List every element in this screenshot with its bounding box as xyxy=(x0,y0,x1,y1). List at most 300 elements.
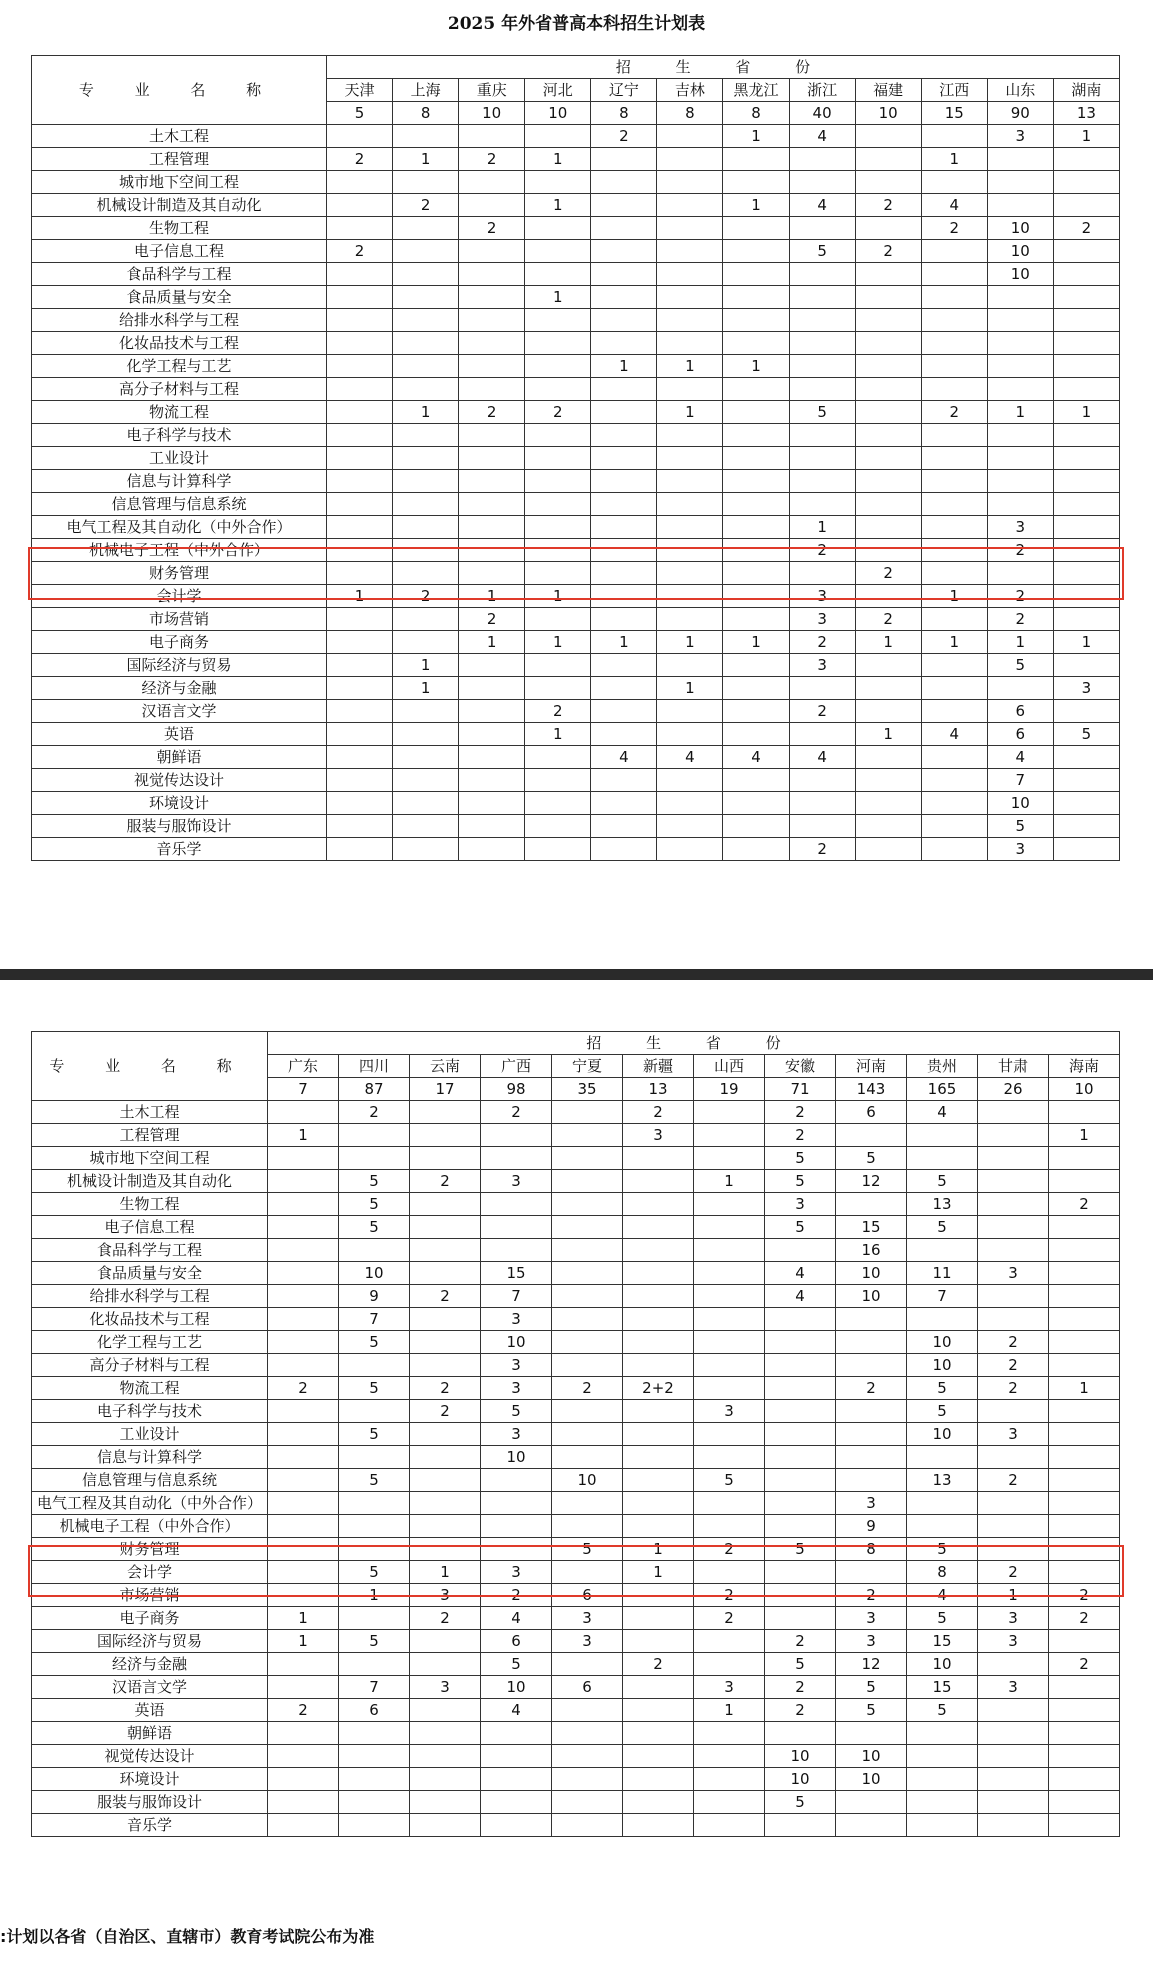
province-name: 江西 xyxy=(921,79,987,102)
major-name: 生物工程 xyxy=(32,1193,268,1216)
quota-cell: 3 xyxy=(1053,677,1119,700)
quota-cell: 5 xyxy=(789,401,855,424)
province-name: 河北 xyxy=(525,79,591,102)
table-row xyxy=(32,1423,1120,1446)
major-name: 生物工程 xyxy=(32,217,327,240)
quota-cell xyxy=(327,723,393,746)
major-name: 信息与计算科学 xyxy=(32,1446,268,1469)
quota-cell xyxy=(1053,194,1119,217)
quota-cell xyxy=(1049,1239,1120,1262)
quota-cell: 1 xyxy=(410,1561,481,1584)
quota-cell xyxy=(1049,1768,1120,1791)
quota-cell xyxy=(481,1722,552,1745)
quota-cell: 5 xyxy=(907,1699,978,1722)
quota-cell: 1 xyxy=(1053,125,1119,148)
quota-cell xyxy=(459,125,525,148)
province-name: 安徽 xyxy=(765,1055,836,1078)
quota-cell xyxy=(410,1124,481,1147)
quota-cell xyxy=(623,1745,694,1768)
quota-cell xyxy=(623,1147,694,1170)
quota-cell xyxy=(987,332,1053,355)
quota-cell: 15 xyxy=(481,1262,552,1285)
quota-cell xyxy=(789,148,855,171)
quota-cell xyxy=(552,1653,623,1676)
quota-cell xyxy=(978,1308,1049,1331)
quota-cell xyxy=(410,1768,481,1791)
quota-cell xyxy=(481,1814,552,1837)
quota-cell xyxy=(765,1607,836,1630)
quota-cell xyxy=(459,470,525,493)
quota-cell xyxy=(525,240,591,263)
quota-cell xyxy=(459,700,525,723)
major-name: 工业设计 xyxy=(32,447,327,470)
quota-cell xyxy=(657,148,723,171)
major-name: 工程管理 xyxy=(32,148,327,171)
quota-cell: 2 xyxy=(789,631,855,654)
quota-cell: 2 xyxy=(694,1584,765,1607)
quota-cell: 1 xyxy=(459,631,525,654)
quota-cell xyxy=(723,217,789,240)
quota-cell xyxy=(1053,470,1119,493)
quota-cell xyxy=(723,401,789,424)
province-name: 山东 xyxy=(987,79,1053,102)
quota-cell xyxy=(836,1722,907,1745)
quota-cell xyxy=(410,1538,481,1561)
quota-cell xyxy=(694,1492,765,1515)
quota-cell: 10 xyxy=(987,792,1053,815)
province-total: 165 xyxy=(907,1078,978,1101)
quota-cell xyxy=(552,1561,623,1584)
quota-cell xyxy=(765,1354,836,1377)
table-row xyxy=(32,1630,1120,1653)
quota-cell xyxy=(327,815,393,838)
table-row xyxy=(32,148,1120,171)
quota-cell: 2 xyxy=(268,1377,339,1400)
quota-cell xyxy=(552,1768,623,1791)
quota-cell xyxy=(657,539,723,562)
province-name: 新疆 xyxy=(623,1055,694,1078)
quota-cell xyxy=(723,286,789,309)
quota-cell xyxy=(978,1400,1049,1423)
quota-cell xyxy=(268,1354,339,1377)
quota-cell xyxy=(410,1423,481,1446)
quota-cell xyxy=(855,516,921,539)
quota-cell xyxy=(268,1515,339,1538)
quota-cell xyxy=(268,1239,339,1262)
quota-cell: 15 xyxy=(907,1676,978,1699)
quota-cell xyxy=(339,1124,410,1147)
quota-cell xyxy=(393,470,459,493)
quota-cell xyxy=(459,654,525,677)
major-name: 物流工程 xyxy=(32,1377,268,1400)
quota-cell xyxy=(327,355,393,378)
quota-cell xyxy=(765,1722,836,1745)
quota-cell xyxy=(591,378,657,401)
quota-cell xyxy=(591,194,657,217)
quota-cell xyxy=(694,1354,765,1377)
table-row xyxy=(32,493,1120,516)
quota-cell: 10 xyxy=(552,1469,623,1492)
quota-cell xyxy=(978,1699,1049,1722)
quota-cell xyxy=(987,194,1053,217)
quota-cell xyxy=(1053,585,1119,608)
table-row xyxy=(32,631,1120,654)
province-name: 宁夏 xyxy=(552,1055,623,1078)
quota-cell xyxy=(1053,493,1119,516)
quota-cell xyxy=(921,677,987,700)
quota-cell: 12 xyxy=(836,1170,907,1193)
table-row xyxy=(32,585,1120,608)
quota-cell xyxy=(921,378,987,401)
quota-cell xyxy=(836,1446,907,1469)
quota-cell xyxy=(552,1699,623,1722)
quota-cell xyxy=(657,194,723,217)
quota-cell: 3 xyxy=(481,1170,552,1193)
quota-cell xyxy=(623,1515,694,1538)
table-row xyxy=(32,700,1120,723)
quota-cell: 5 xyxy=(481,1400,552,1423)
enrollment-table-2 xyxy=(31,1031,1120,1837)
quota-cell xyxy=(723,263,789,286)
quota-cell xyxy=(657,125,723,148)
quota-cell: 5 xyxy=(907,1607,978,1630)
quota-cell xyxy=(552,1147,623,1170)
quota-cell xyxy=(393,355,459,378)
quota-cell: 3 xyxy=(978,1262,1049,1285)
quota-cell xyxy=(789,378,855,401)
quota-cell xyxy=(623,1285,694,1308)
quota-cell xyxy=(552,1745,623,1768)
quota-cell: 7 xyxy=(339,1676,410,1699)
quota-cell xyxy=(327,769,393,792)
major-name: 物流工程 xyxy=(32,401,327,424)
quota-cell xyxy=(481,1745,552,1768)
quota-cell xyxy=(836,1791,907,1814)
quota-cell xyxy=(410,1216,481,1239)
quota-cell xyxy=(1049,1216,1120,1239)
quota-cell xyxy=(1049,1308,1120,1331)
quota-cell xyxy=(525,746,591,769)
quota-cell xyxy=(623,1607,694,1630)
quota-cell xyxy=(525,217,591,240)
quota-cell xyxy=(552,1791,623,1814)
major-name: 汉语言文学 xyxy=(32,1676,268,1699)
quota-cell: 1 xyxy=(591,355,657,378)
quota-cell: 2 xyxy=(591,125,657,148)
quota-cell: 2 xyxy=(1049,1193,1120,1216)
quota-cell: 5 xyxy=(907,1377,978,1400)
quota-cell xyxy=(591,286,657,309)
table-row xyxy=(32,171,1120,194)
quota-cell: 7 xyxy=(987,769,1053,792)
major-name: 服装与服饰设计 xyxy=(32,1791,268,1814)
quota-cell xyxy=(765,1515,836,1538)
header-row xyxy=(32,1032,1120,1055)
major-name: 工程管理 xyxy=(32,1124,268,1147)
quota-cell xyxy=(694,1193,765,1216)
quota-cell: 2 xyxy=(978,1354,1049,1377)
quota-cell xyxy=(393,309,459,332)
quota-cell xyxy=(723,148,789,171)
major-name: 信息管理与信息系统 xyxy=(32,1469,268,1492)
major-name: 音乐学 xyxy=(32,1814,268,1837)
page-title: 2025 年外省普高本科招生计划表 xyxy=(447,14,706,34)
province-name: 海南 xyxy=(1049,1055,1120,1078)
quota-cell: 2 xyxy=(836,1377,907,1400)
province-total: 13 xyxy=(1053,102,1119,125)
table-row xyxy=(32,1377,1120,1400)
quota-cell xyxy=(481,1216,552,1239)
quota-cell xyxy=(921,263,987,286)
quota-cell: 2 xyxy=(481,1101,552,1124)
quota-cell: 4 xyxy=(591,746,657,769)
quota-cell xyxy=(393,447,459,470)
quota-cell xyxy=(921,562,987,585)
quota-cell xyxy=(723,838,789,861)
quota-cell xyxy=(765,1584,836,1607)
quota-cell: 4 xyxy=(789,125,855,148)
quota-cell xyxy=(393,378,459,401)
quota-cell: 3 xyxy=(481,1377,552,1400)
quota-cell: 1 xyxy=(921,148,987,171)
quota-cell xyxy=(921,654,987,677)
quota-cell: 2 xyxy=(393,585,459,608)
quota-cell: 1 xyxy=(657,401,723,424)
table-row xyxy=(32,1170,1120,1193)
quota-cell: 5 xyxy=(789,240,855,263)
quota-cell xyxy=(393,792,459,815)
quota-cell xyxy=(1053,263,1119,286)
table-row xyxy=(32,1285,1120,1308)
quota-cell: 10 xyxy=(481,1676,552,1699)
table-row xyxy=(32,815,1120,838)
quota-cell: 2 xyxy=(765,1699,836,1722)
quota-cell: 4 xyxy=(657,746,723,769)
major-name: 食品质量与安全 xyxy=(32,286,327,309)
quota-cell xyxy=(657,424,723,447)
quota-cell xyxy=(921,309,987,332)
quota-cell xyxy=(789,562,855,585)
quota-cell xyxy=(723,562,789,585)
quota-cell xyxy=(1053,332,1119,355)
quota-cell xyxy=(268,1653,339,1676)
quota-cell xyxy=(1053,654,1119,677)
quota-cell xyxy=(339,1745,410,1768)
quota-cell xyxy=(327,516,393,539)
quota-cell: 2 xyxy=(459,401,525,424)
quota-cell: 1 xyxy=(657,355,723,378)
quota-cell xyxy=(765,1400,836,1423)
quota-cell xyxy=(694,1101,765,1124)
quota-cell: 1 xyxy=(657,677,723,700)
quota-cell xyxy=(268,1423,339,1446)
major-header: 专 业 名 称 xyxy=(32,56,327,125)
quota-cell: 6 xyxy=(481,1630,552,1653)
table-row xyxy=(32,792,1120,815)
quota-cell: 10 xyxy=(339,1262,410,1285)
quota-cell: 2 xyxy=(525,401,591,424)
quota-cell: 1 xyxy=(268,1607,339,1630)
quota-cell xyxy=(623,1492,694,1515)
quota-cell xyxy=(978,1653,1049,1676)
quota-cell xyxy=(765,1469,836,1492)
major-name: 音乐学 xyxy=(32,838,327,861)
quota-cell xyxy=(393,424,459,447)
quota-cell xyxy=(855,286,921,309)
quota-cell xyxy=(393,838,459,861)
quota-cell: 6 xyxy=(552,1584,623,1607)
quota-cell xyxy=(855,769,921,792)
quota-cell xyxy=(268,1768,339,1791)
quota-cell xyxy=(855,171,921,194)
quota-cell xyxy=(525,332,591,355)
province-total: 7 xyxy=(268,1078,339,1101)
quota-cell: 3 xyxy=(694,1400,765,1423)
quota-cell: 1 xyxy=(694,1170,765,1193)
province-name: 吉林 xyxy=(657,79,723,102)
quota-cell: 1 xyxy=(525,631,591,654)
quota-cell xyxy=(657,240,723,263)
major-name: 化学工程与工艺 xyxy=(32,355,327,378)
quota-cell xyxy=(855,148,921,171)
major-name: 食品科学与工程 xyxy=(32,1239,268,1262)
quota-cell xyxy=(268,1745,339,1768)
province-total: 10 xyxy=(1049,1078,1120,1101)
quota-cell xyxy=(694,1768,765,1791)
table-row xyxy=(32,1722,1120,1745)
quota-cell: 1 xyxy=(694,1699,765,1722)
quota-cell xyxy=(921,792,987,815)
quota-cell xyxy=(623,1768,694,1791)
quota-cell xyxy=(591,539,657,562)
quota-cell xyxy=(525,539,591,562)
quota-cell: 5 xyxy=(339,1193,410,1216)
quota-cell xyxy=(765,1423,836,1446)
major-name: 城市地下空间工程 xyxy=(32,171,327,194)
quota-cell xyxy=(591,263,657,286)
quota-cell xyxy=(459,171,525,194)
table-row xyxy=(32,125,1120,148)
quota-cell: 1 xyxy=(978,1584,1049,1607)
quota-cell: 2 xyxy=(459,608,525,631)
quota-cell: 2 xyxy=(978,1561,1049,1584)
table-row xyxy=(32,1607,1120,1630)
table-row xyxy=(32,470,1120,493)
quota-cell: 5 xyxy=(339,1423,410,1446)
quota-cell: 3 xyxy=(552,1630,623,1653)
quota-cell xyxy=(694,1745,765,1768)
quota-cell xyxy=(855,792,921,815)
quota-cell: 10 xyxy=(481,1331,552,1354)
quota-cell xyxy=(855,263,921,286)
quota-cell xyxy=(623,1699,694,1722)
quota-cell xyxy=(591,769,657,792)
quota-cell xyxy=(525,125,591,148)
quota-cell xyxy=(410,1101,481,1124)
province-name: 黑龙江 xyxy=(723,79,789,102)
quota-cell: 5 xyxy=(694,1469,765,1492)
quota-cell xyxy=(268,1676,339,1699)
quota-cell: 2 xyxy=(855,608,921,631)
quota-cell: 3 xyxy=(987,838,1053,861)
province-total: 71 xyxy=(765,1078,836,1101)
quota-cell: 13 xyxy=(907,1193,978,1216)
quota-cell xyxy=(459,792,525,815)
quota-cell xyxy=(410,1193,481,1216)
quota-cell xyxy=(393,815,459,838)
province-name: 辽宁 xyxy=(591,79,657,102)
quota-cell xyxy=(765,1492,836,1515)
enrollment-table-1 xyxy=(31,55,1120,861)
quota-cell xyxy=(327,309,393,332)
header-row xyxy=(32,56,1120,79)
quota-cell: 3 xyxy=(765,1193,836,1216)
quota-cell: 2 xyxy=(987,608,1053,631)
province-total: 10 xyxy=(525,102,591,125)
quota-cell: 2 xyxy=(327,148,393,171)
quota-cell: 2 xyxy=(1049,1653,1120,1676)
quota-cell xyxy=(978,1216,1049,1239)
quota-cell: 8 xyxy=(907,1561,978,1584)
table-row xyxy=(32,1147,1120,1170)
quota-cell: 1 xyxy=(987,631,1053,654)
major-name: 英语 xyxy=(32,723,327,746)
table-row xyxy=(32,1354,1120,1377)
quota-cell xyxy=(694,1722,765,1745)
province-total: 90 xyxy=(987,102,1053,125)
quota-cell xyxy=(789,723,855,746)
quota-cell xyxy=(789,309,855,332)
quota-cell xyxy=(327,447,393,470)
quota-cell: 16 xyxy=(836,1239,907,1262)
quota-cell xyxy=(789,815,855,838)
quota-cell xyxy=(339,1492,410,1515)
quota-cell xyxy=(855,332,921,355)
quota-cell xyxy=(591,838,657,861)
quota-cell xyxy=(339,1653,410,1676)
quota-cell: 8 xyxy=(836,1538,907,1561)
quota-cell xyxy=(327,631,393,654)
major-name: 食品科学与工程 xyxy=(32,263,327,286)
quota-cell xyxy=(393,608,459,631)
quota-cell xyxy=(765,1377,836,1400)
quota-cell: 1 xyxy=(789,516,855,539)
quota-cell xyxy=(1049,1469,1120,1492)
table-row xyxy=(32,1699,1120,1722)
quota-cell xyxy=(987,355,1053,378)
quota-cell xyxy=(1049,1262,1120,1285)
quota-cell: 2 xyxy=(694,1538,765,1561)
quota-cell: 1 xyxy=(525,585,591,608)
quota-cell xyxy=(393,263,459,286)
quota-cell xyxy=(1049,1354,1120,1377)
quota-cell xyxy=(623,1630,694,1653)
quota-cell xyxy=(591,332,657,355)
quota-cell xyxy=(591,240,657,263)
quota-cell xyxy=(694,1308,765,1331)
quota-cell: 10 xyxy=(987,217,1053,240)
quota-cell xyxy=(410,1446,481,1469)
quota-cell: 2 xyxy=(978,1331,1049,1354)
quota-cell xyxy=(907,1515,978,1538)
quota-cell xyxy=(339,1400,410,1423)
quota-cell: 5 xyxy=(339,1331,410,1354)
quota-cell: 10 xyxy=(765,1745,836,1768)
quota-cell: 15 xyxy=(836,1216,907,1239)
major-name: 经济与金融 xyxy=(32,1653,268,1676)
table-row xyxy=(32,1101,1120,1124)
quota-cell: 1 xyxy=(723,631,789,654)
